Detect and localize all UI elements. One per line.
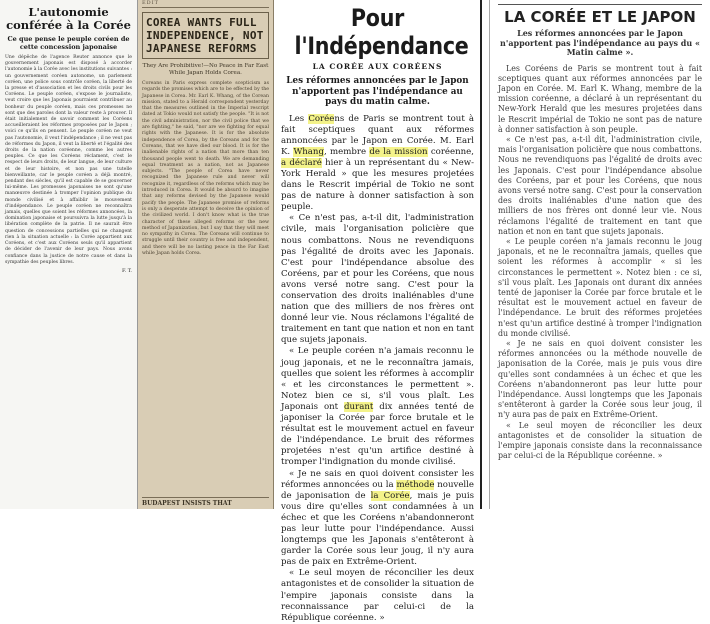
paragraph: « Le seul moyen de réconcilier les deux antagonistes et de consolider la situation de l'empire japonais consiste dans la reconnaissance par celui-ci de la République coréenne. » (281, 568, 475, 623)
clipping-pour-independance (275, 0, 482, 623)
clipping-subtitle: Ce que pense le peuple coréen de cette concession japonaise (7, 35, 130, 51)
clipping-title: LA CORÉE ET LE JAPON (504, 8, 696, 26)
paragraph: « Ce n'est pas, a-t-il dit, l'administration civile, mais l'organisation policière que nous combattons. Nous ne revendiquons pas l'égalité de droits avec les Japonais. C'est pour l'indépendance absolue des Coréens, par et pour les Coréens, que nous avons versé notre sang. C'est pour la conservation des droits inaliénables d'une nation que des milliers de nos frères ont donné leur vie. Nous réclamons l'égalité de traitement en tant que nation et non en tant que sujets japonais. (281, 213, 474, 346)
clipping-title: L'autonomie conférée à la Corée (6, 5, 131, 32)
paragraph: Les Coréens de Paris se montrent tout à fait sceptiques quant aux réformes annoncées par le Japon en Corée. M. Earl K. Whang, membre de la mission coréenne, a déclaré à un représentant du New-York Herald que les mesures projetées dans le Rescrit impérial de Tokio ne sont pas de nature à donner satisfaction à son peuple. (498, 63, 702, 134)
clipping-signature: F. T. (121, 267, 132, 274)
clipping-kicker: LA CORÉE AUX CORÉENS (312, 62, 443, 71)
masthead-fragment: EDIT (142, 0, 269, 8)
paragraph: « Je ne sais en quoi doivent consister les réformes annoncées ou la méthode nouvelle de japonisation de la Corée, mais je puis vous dire qu'elles sont condamnées à un échec et que les Coréens n'abandonneront pas leur lutte pour l'indépendance. Aussi longtemps que les Japonais s'entêteront à garder la Corée sous leur joug, il n'y aura pas de paix en Extrême-Orient. (281, 468, 475, 568)
paragraph: « Je ne sais en quoi doivent consister les réformes annoncées ou la méthode nouvelle de japonisation de la Corée, mais je puis vous dire qu'elles sont condamnées à un échec et que les Coréens n'abandonneront pas leur lutte pour l'indépendance. Aussi longtemps que les Japonais s'entêteront à garder la Corée sous leur joug, il n'y aura pas de paix en Extrême-Orient. (498, 338, 702, 420)
clipping-subtitle: Les réformes annoncées par le Japon n'apportent pas l'indépendance au pays du « Matin calme ». (500, 28, 700, 57)
paragraph: « Le peuple coréen n'a jamais reconnu le joug japonais, et ne le reconnaîtra jamais, quelles que soient les réformes à accomplir « et les circonstances le permettent ». Notez bien ce si, s'il vous plaît. Les Japonais ont durant dix années tenté de japoniser la Corée par force brutale et le résultat est le mouvement actuel en faveur de l'indépendance. Le bruit des réformes projetées n'est qu'un artifice destiné à tromper l'indignation du monde civilisé. (281, 346, 475, 468)
clipping-coree-japon (489, 0, 710, 509)
clipping-autonomie (0, 0, 138, 509)
next-headline-fragment: BUDAPEST INSISTS THAT (142, 497, 269, 507)
clipping-corea-wants (138, 0, 274, 509)
top-rule (498, 4, 702, 5)
clipping-title: Pour l'Indépendance (294, 4, 469, 60)
paragraph: « Ce n'est pas, a-t-il dit, l'administration civile, mais l'organisation policière que nous combattons. Nous ne revendiquons pas l'égalité de droits avec les Japonais. C'est pour l'indépendance absolue des Coréens, par et pour les Coréens, que nous avons versé notre sang. C'est pour la conservation des droits inaliénables d'une nation que des milliers de nos frères ont donné leur vie. Nous réclamons l'égalité de traitement en tant que nation et non en tant que sujets japonais. (498, 134, 702, 236)
clipping-subtitle: Les réformes annoncées par le Japon n'apportent pas l'indépendance au pays du matin calme. (286, 76, 469, 107)
clipping-body: Coreans in Paris express complete scepticism as regards the promises which are to be effected by the Japanese in Corea. Mr. Earl K. Whang, of the Corean mission, stated to a Herald correspondent yesterday that the measures outlined in the Imperial rescript dated at Tokio would not satisfy the people. "It is not the civil administration, nor the civil police that we are fighting," he said, "nor are we fighting for equal rights with the Japanese. It is for the absolute independence of Corea, by the Coreans and for the Coreans, that we have died our blood. It is for the inalienable rights of a nation that more than ten thousand people went to death. We are demanding equal treatment as a nation, not as Japanese subjects. "The people of Corea have never recognized the Japanese rule and never will recognize it, regardless of the reforms which may be introduced in Corea. It would be absurd to imagine that any reforms devised by the Japanese would pacify the people. The Japanese promise of reforms is only a desperate attempt to deceive the opinion of the civilized world. I don't know what is the true character of these alleged reforms or the new method of Japanization, but I say that they will meet no sympathy in Corea. The Coreans will continue to struggle until their country is free and independent, and there will be no lasting peace in the Far East while Japan holds Corea. (142, 81, 269, 257)
clipping-body (281, 114, 474, 624)
clipping-subtitle: They Are Prohibitive!—No Peace in Far East While Japan Holds Corea. (142, 63, 269, 76)
clipping-body: Une dépêche de l'agence Reuter annonce que le gouvernement japonais est disposé à accorder l'autonomie à la Corée avec les institutions suivantes : un gouvernement coréen autonome, un parlement coréen, une police sous contrôle coréen, la liberté de la presse et d'association et les droits civils pour les Coréens. Le peuple coréen, s'expose le journaliste, veut croire que les Japonais pourraient contribuer au bonheur du peuple coréen, mais ces promesses ne sont que des paroles dont la valeur reste à prouver. Il était initialement de savoir comment les Coréens accueilleraient les réformes proposées par le Japon ; voici ce qu'ils en pensent. Le peuple coréen ne veut pas l'autonomie, il veut l'indépendance ; il ne veut pas de réformes du Japon, il veut la liberté et l'égalité des droits de la nation coréenne, comme les autres peuples. Ce que les Coréens réclament, c'est le respect de leurs droits, de leur langue, de leur culture et de leur histoire, et non pas une tutelle bienveillante, car le peuple coréen a déjà montré, pendant des siècles, qu'il est capable de se gouverner lui-même. Les promesses japonaises ne sont qu'une manœuvre destinée à tromper l'opinion publique du monde civilisé et à affaiblir le mouvement d'indépendance. Le peuple coréen ne reconnaîtra jamais, quelles que soient les réformes annoncées, la domination japonaise et poursuivra la lutte jusqu'à la libération complète de la patrie. Il ne saurait être question de concessions partielles qui ne changent rien à la situation actuelle : la Corée appartient aux Coréens, et c'est aux Coréens seuls qu'il appartient de décider de l'avenir de leur pays. Nous avons confiance dans la justice de notre cause et dans la sympathie des peuples libres. (5, 55, 132, 265)
paragraph: « Le peuple coréen n'a jamais reconnu le joug japonais, et ne le reconnaîtra jamais, quelles que soient les réformes à accomplir « si les circonstances le permettent ». Notez bien : ce si, s'il vous plaît. Les Japonais ont durant dix années tenté de japoniser la Corée par force brutale et le résultat est le mouvement actuel en faveur de l'indépendance. Le bruit des réformes projetées n'est qu'un artifice destiné à tromper l'indignation du monde civilisé. (498, 236, 702, 338)
paragraph: Les Coréens de Paris se montrent tout à fait sceptiques quant aux réformes annoncées par le Japon en Corée. M. Earl K. Whang, membre de la mission coréenne, a déclaré hier à un représentant du « New-York Herald » que les mesures projetées dans le Rescrit impérial de Tokio ne sont pas de nature à donner satisfaction à son peuple. (281, 113, 475, 213)
paragraph: « Le seul moyen de réconcilier les deux antagonistes et de consolider la situation de l'empire japonais consiste dans la reconnaissance par celui-ci de la République coréenne. » (498, 420, 702, 461)
clipping-title: COREA WANTS FULL INDEPENDENCE, NOT JAPANESE REFORMS (142, 12, 269, 59)
clipping-body (498, 64, 702, 462)
